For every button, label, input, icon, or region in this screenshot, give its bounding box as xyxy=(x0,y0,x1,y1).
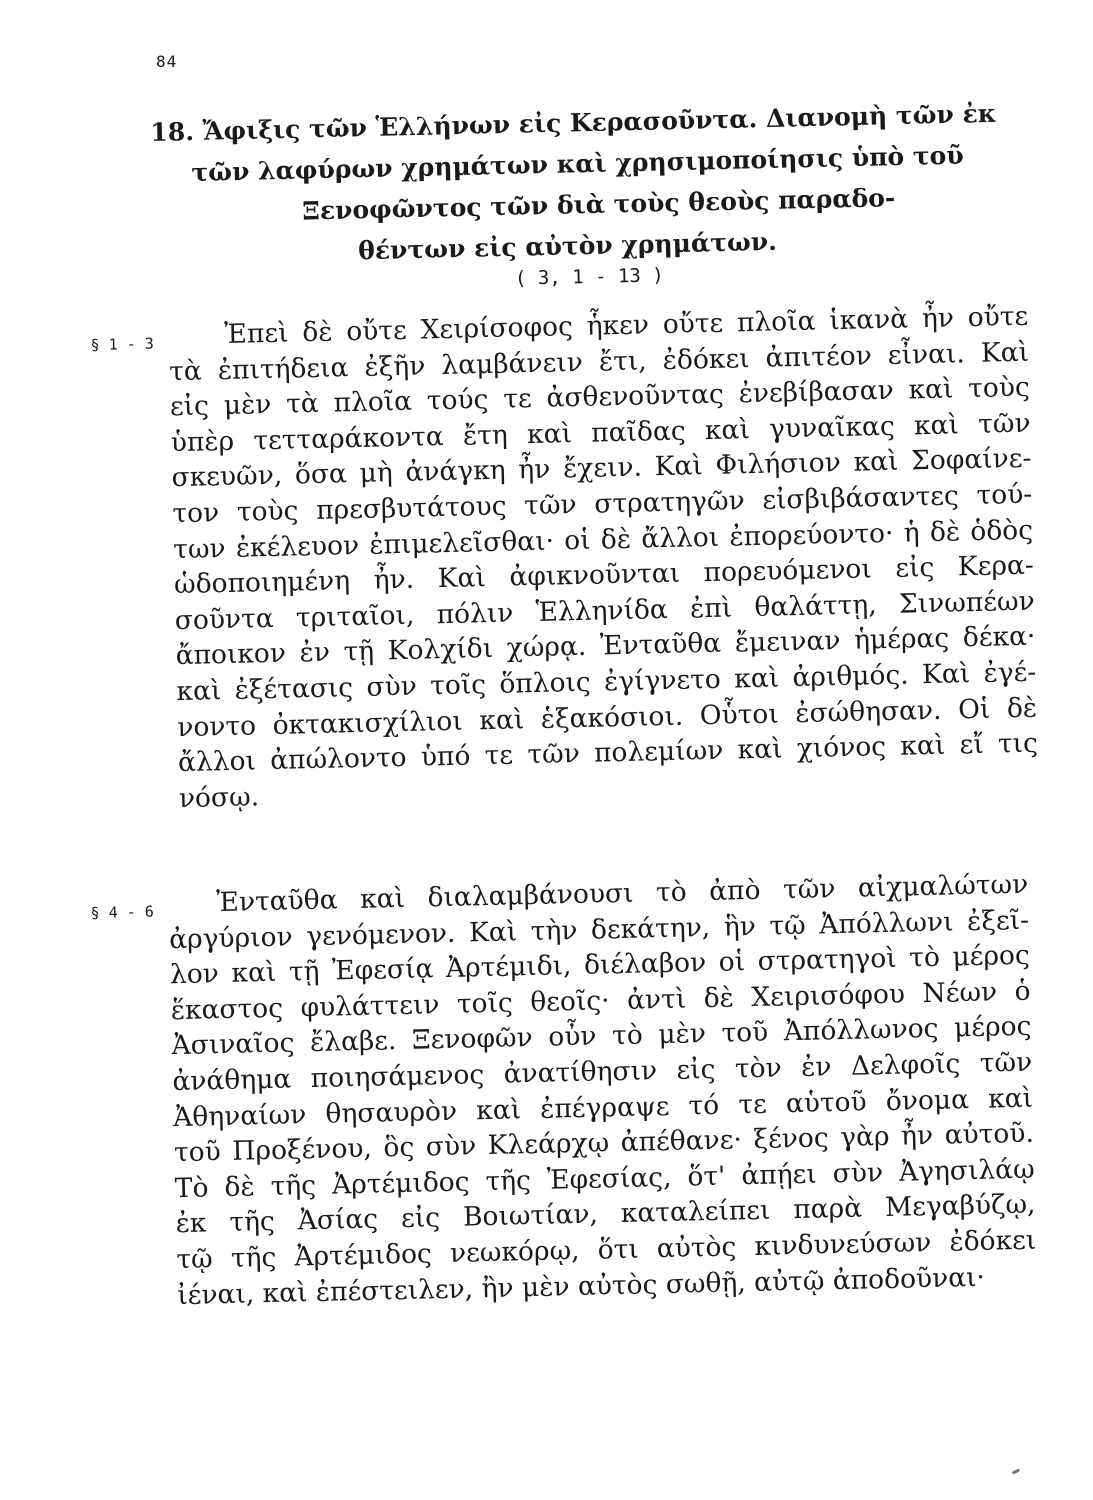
page-number: 84 xyxy=(156,52,178,71)
text-line: ὡδοποιημένη ἦν. Καὶ ἀφικνοῦνται πορευόμενοι εἰς Κερα- xyxy=(173,549,1035,601)
chapter-title-line: 18. Ἄφιξις τῶν Ἑλλήνων εἰς Κερασοῦντα. Διανομὴ τῶν ἐκ xyxy=(150,98,997,147)
text-line: ὑπὲρ τετταράκοντα ἔτη καὶ παῖδας καὶ γυναῖκας καὶ τῶν xyxy=(170,407,1031,458)
paragraph-text xyxy=(168,867,1037,1314)
scan-speck xyxy=(1012,1468,1021,1474)
text-line: καὶ ἐξέτασις σὺν τοῖς ὅπλοις ἐγίγνετο καὶ ἀριθμός. Καὶ ἐγέ- xyxy=(176,656,1037,708)
chapter-title-line: θέντων εἰς αὐτὸν χρημάτων. xyxy=(357,226,778,266)
marginal-section-ref: § 1 - 3 xyxy=(90,334,154,354)
text-line: των ἐκέλευον ἐπιμελεῖσθαι· οἱ δὲ ἄλλοι ἐπορεύοντο· ἡ δὲ ὁδὸς xyxy=(172,514,1034,565)
text-line: ἰέναι, καὶ ἐπέστειλεν, ἢν μὲν αὐτὸς σωθῇ, αὐτῷ ἀποδοῦναι· xyxy=(176,1261,986,1311)
text-line: νόσῳ. xyxy=(178,781,260,814)
text-line: νοντο ὀκτακισχίλιοι καὶ ἑξακόσιοι. Οὗτοι ἐσώθησαν. Οἱ δὲ xyxy=(176,692,1038,743)
text-line: σκευῶν, ὅσα μὴ ἀνάγκη ἦν ἔχειν. Καὶ Φιλήσιον καὶ Σοφαίνε- xyxy=(171,443,1032,494)
text-line: Τὸ δὲ τῆς Ἀρτέμιδος τῆς Ἐφεσίας, ὅτ' ἀπῄει σὺν Ἀγησιλάῳ xyxy=(174,1153,1035,1204)
text-line: ἄποικον ἐν τῇ Κολχίδι χώρᾳ. Ἐνταῦθα ἔμειναν ἡμέρας δέκα· xyxy=(175,620,1036,672)
chapter-title-line: Ξενοφῶντος τῶν διὰ τοὺς θεοὺς παραδο- xyxy=(301,183,896,226)
text-line: Ἀθηναίων θησαυρὸν καὶ ἐπέγραψε τό τε αὑτοῦ ὄνομα καὶ xyxy=(172,1082,1034,1133)
text-line: ἀνάθημα ποιησάμενος ἀνατίθησιν εἰς τὸν ἐν Δελφοῖς τῶν xyxy=(172,1046,1033,1098)
text-line: ἄλλοι ἀπώλοντο ὑπό τε τῶν πολεμίων καὶ χιόνος καὶ εἴ τις xyxy=(177,727,1039,779)
text-line: Ἐνταῦθα καὶ διαλαμβάνουσι τὸ ἀπὸ τῶν αἰχμαλώτων xyxy=(216,868,1029,919)
text-line: ἕκαστος φυλάττειν τοῖς θεοῖς· ἀντὶ δὲ Χειρισόφου Νέων ὁ xyxy=(170,975,1031,1026)
marginal-section-ref: § 4 - 6 xyxy=(90,902,154,922)
text-line: εἰς μὲν τὰ πλοῖα τούς τε ἀσθενοῦντας ἐνεβίβασαν καὶ τοὺς xyxy=(169,371,1031,423)
text-line: ἀργύριον γενόμενον. Καὶ τὴν δεκάτην, ἣν τῷ Ἀπόλλωνι ἐξεῖ- xyxy=(168,904,1030,955)
text-line: τῷ τῆς Ἀρτέμιδος νεωκόρῳ, ὅτι αὐτὸς κινδυνεύσων ἐδόκει xyxy=(176,1224,1037,1276)
text-line: Ἀσιναῖος ἔλαβε. Ξενοφῶν οὖν τὸ μὲν τοῦ Ἀπόλλωνος μέρος xyxy=(171,1011,1032,1062)
paragraph-1 xyxy=(90,298,1040,814)
text-line: τὰ ἐπιτήδεια ἐξῆν λαμβάνειν ἔτι, ἐδόκει ἀπιτέον εἶναι. Καὶ xyxy=(168,336,1030,387)
text-line: τον τοὺς πρεσβυτάτους τῶν στρατηγῶν εἰσβιβάσαντες τού- xyxy=(172,478,1033,530)
text-line: λον καὶ τῇ Ἐφεσίᾳ Ἀρτέμιδι, διέλαβον οἱ στρατηγοὶ τὸ μέρος xyxy=(169,939,1031,991)
paragraph-text xyxy=(168,299,1039,817)
text-line: Ἐπεὶ δὲ οὔτε Χειρίσοφος ἧκεν οὔτε πλοῖα ἱκανὰ ἦν οὔτε xyxy=(224,300,1029,350)
text-line: σοῦντα τριταῖοι, πόλιν Ἑλληνίδα ἐπὶ θαλάττῃ, Σινωπέων xyxy=(174,585,1035,636)
section-reference: ( 3, 1 - 13 ) xyxy=(514,264,664,290)
text-line: ἐκ τῆς Ἀσίας εἰς Βοιωτίαν, καταλείπει παρὰ Μεγαβύζῳ, xyxy=(175,1188,1036,1240)
chapter-title-line: τῶν λαφύρων χρημάτων καὶ χρησιμοποίησις ὑπὸ τοῦ xyxy=(191,140,964,188)
chapter-title xyxy=(150,92,1033,276)
paragraph-2 xyxy=(90,866,1040,1311)
text-line: τοῦ Προξένου, ὃς σὺν Κλεάρχῳ ἀπέθανε· ξένος γὰρ ἦν αὐτοῦ. xyxy=(173,1117,1035,1169)
